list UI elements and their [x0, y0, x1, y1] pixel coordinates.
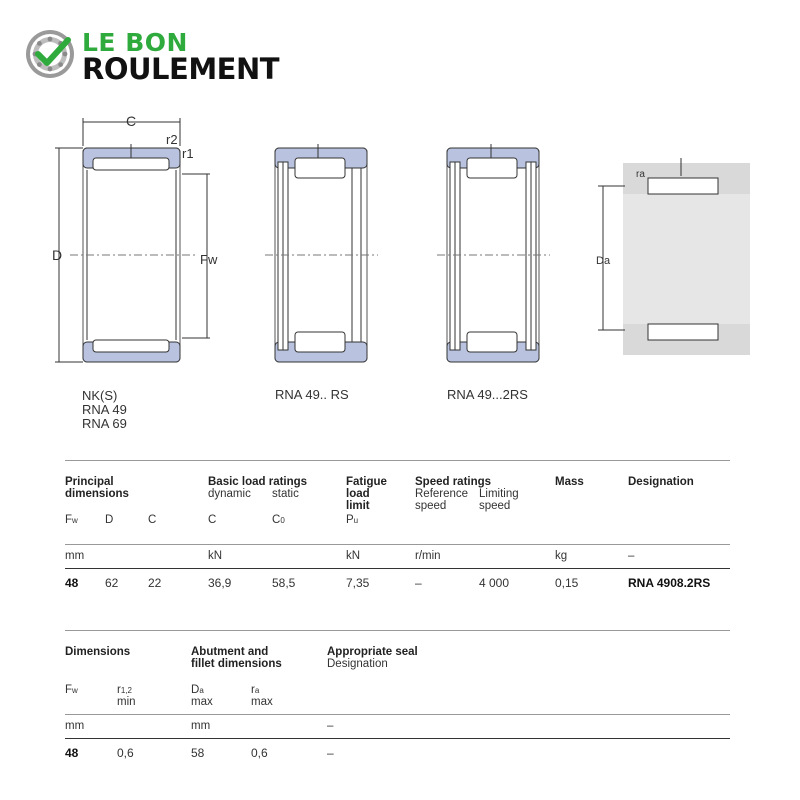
dim-c-label: C	[126, 113, 137, 129]
hdr-mass: Mass	[555, 476, 584, 488]
hdr-principal-1: Principal	[65, 476, 114, 488]
unit-rmin: r/min	[415, 550, 441, 562]
hdr-limiting-2: speed	[479, 500, 511, 512]
hdr-principal-2: dimensions	[65, 488, 129, 500]
sym-c: C	[148, 514, 157, 526]
hdr-speed: Speed ratings	[415, 476, 492, 488]
row-dynamic: 36,9	[208, 576, 232, 590]
unit-kn-fatigue: kN	[346, 550, 361, 562]
unit-mm: mm	[65, 550, 85, 562]
table1-row-rule	[65, 568, 730, 569]
dim-r2-label: r2	[166, 132, 178, 147]
dim-ra-label: ra	[636, 169, 645, 180]
hdr2-seal-sub: Designation	[327, 658, 388, 670]
row-limiting: 4 000	[479, 576, 510, 590]
logo-line2: ROULEMENT	[82, 52, 280, 86]
sym-fw: Fw	[65, 514, 78, 526]
drawing3-label: RNA 49...2RS	[447, 387, 528, 402]
hdr-reference-2: speed	[415, 500, 447, 512]
sym2-r12-min: min	[117, 696, 136, 708]
hdr-dynamic: dynamic	[208, 488, 251, 500]
hdr2-abutment-2: fillet dimensions	[191, 658, 282, 670]
row-c: 22	[148, 576, 162, 590]
drawing1-label-1: NK(S)	[82, 388, 118, 403]
table1-top-rule	[65, 460, 730, 461]
row-designation: RNA 4908.2RS	[628, 576, 711, 590]
hdr-fatigue-1: Fatigue	[346, 476, 387, 488]
hdr-static: static	[272, 488, 299, 500]
sym2-da-max: max	[191, 696, 213, 708]
sym2-fw: Fw	[65, 684, 78, 696]
hdr-fatigue-2: load	[346, 488, 370, 500]
unit-dash: –	[628, 550, 635, 562]
sym2-r12: r1,2	[117, 684, 132, 696]
bearing-check-icon	[24, 28, 76, 80]
row-d: 62	[105, 576, 119, 590]
table2-mid-rule	[65, 714, 730, 715]
drawing2-label: RNA 49.. RS	[275, 387, 349, 402]
row2-fw: 48	[65, 746, 79, 760]
row2-ra: 0,6	[251, 746, 268, 760]
hdr2-seal: Appropriate seal	[327, 646, 418, 658]
row-static: 58,5	[272, 576, 296, 590]
table1-mid-rule	[65, 544, 730, 545]
sym2-ra-max: max	[251, 696, 273, 708]
row-fw: 48	[65, 576, 79, 590]
drawing1-label-2: RNA 49	[82, 402, 127, 417]
hdr-reference-1: Reference	[415, 488, 469, 500]
sym-c0: C0	[272, 514, 285, 526]
row2-da: 58	[191, 746, 205, 760]
row-mass: 0,15	[555, 576, 579, 590]
table2-row-rule	[65, 738, 730, 739]
row-reference: –	[415, 576, 422, 590]
drawing-rna49-2rs	[437, 144, 550, 362]
dim-d-label: D	[52, 247, 63, 263]
bearing-drawings	[0, 110, 800, 370]
dim-da-label: Da	[596, 255, 611, 267]
hdr-limiting-1: Limiting	[479, 488, 519, 500]
row2-seal: –	[327, 746, 334, 760]
sym-pu: Pu	[346, 514, 359, 526]
hdr-basic-load: Basic load ratings	[208, 476, 308, 488]
logo-line1: LE BON	[82, 28, 188, 57]
drawing-abutment	[598, 158, 750, 355]
table2-top-rule	[65, 630, 730, 631]
hdr-fatigue-3: limit	[346, 500, 370, 512]
sym-d: D	[105, 514, 114, 526]
row2-r12: 0,6	[117, 746, 134, 760]
dim-r1-label: r1	[182, 146, 194, 161]
sym2-da: Da	[191, 684, 204, 696]
sym2-ra: ra	[251, 684, 260, 696]
drawing-rna49-rs	[265, 144, 378, 362]
sym-c-dynamic: C	[208, 514, 217, 526]
unit-kg: kg	[555, 550, 568, 562]
unit-kn: kN	[208, 550, 223, 562]
drawing1-label-3: RNA 69	[82, 416, 127, 431]
hdr2-abutment-1: Abutment and	[191, 646, 269, 658]
row-fatigue: 7,35	[346, 576, 370, 590]
hdr2-dimensions: Dimensions	[65, 646, 131, 658]
dim-fw-label: Fw	[200, 252, 218, 267]
unit2-dash: –	[327, 720, 334, 732]
hdr-designation: Designation	[628, 476, 694, 488]
unit2-mm-abutment: mm	[191, 720, 211, 732]
unit2-mm: mm	[65, 720, 85, 732]
